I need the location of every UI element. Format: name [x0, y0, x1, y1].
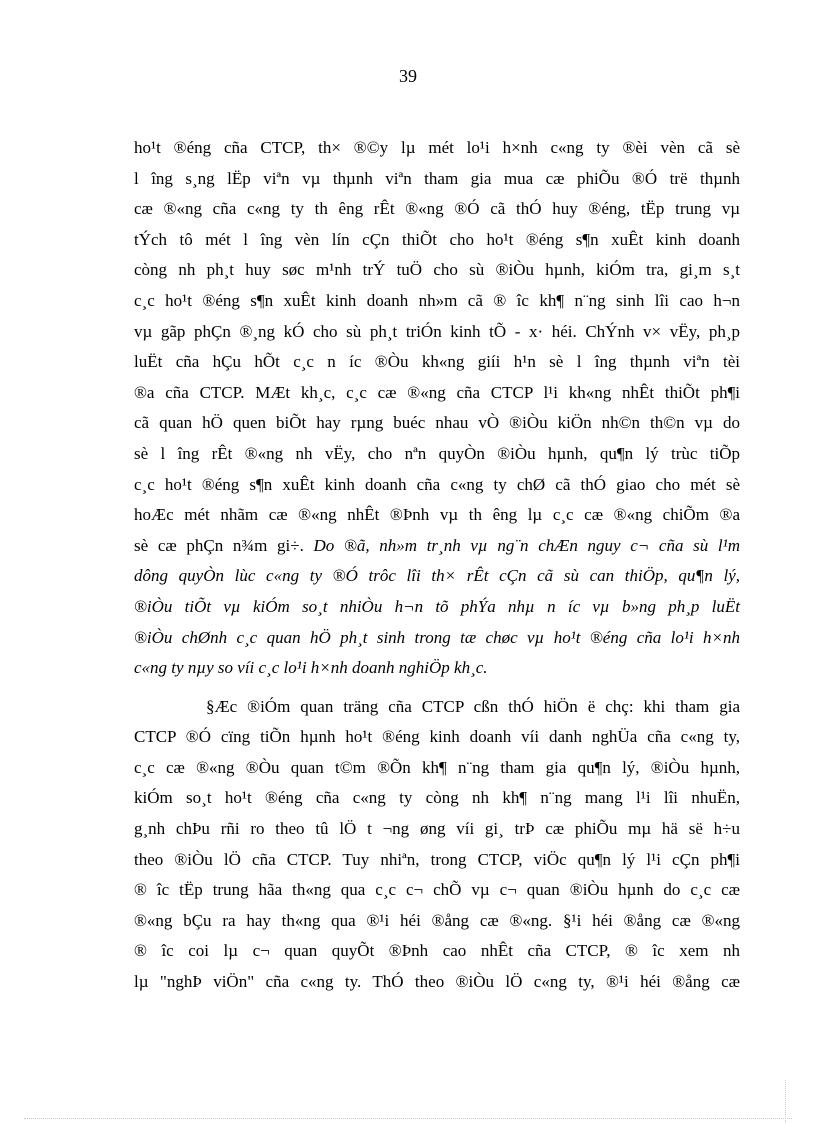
- text-line: ® îc tËp trung hãa th«ng qua c¸c c¬ chÕ vµ c¬ quan ®iÒu hµnh do c¸c cæ: [134, 880, 740, 900]
- paragraph-2: [134, 692, 740, 998]
- page-bottom-dotted-rule: [24, 1118, 792, 1119]
- text-line: ® îc coi lµ c¬ quan quyÕt ®Þnh cao nhÊt cña CTCP, ® îc xem nh: [134, 941, 740, 961]
- text-line: c¸c ho¹t ®éng s¶n xuÊt kinh doanh cña c«ng ty chØ cã thÓ giao cho mét sè: [134, 474, 740, 494]
- text-line-italic: dông quyÒn lùc c«ng ty ®Ó trôc lîi th× rÊt cÇn cã sù can thiÖp, qu¶n lý,: [134, 566, 740, 586]
- text-normal: sè cæ phÇn n¾m gi÷.: [134, 535, 304, 555]
- text-italic: Do ®ã, nh»m tr¸nh vµ ng¨n chÆn nguy c¬ cña sù l¹m: [313, 535, 741, 555]
- text-line: sè l îng rÊt ®«ng nh vËy, cho nªn quyÒn ®iÒu hµnh, qu¶n lý trùc tiÕp: [134, 443, 740, 463]
- page-corner-dotted-rule: [785, 1080, 786, 1123]
- text-line: vµ gãp phÇn ®¸ng kÓ cho sù ph¸t triÓn kinh tÕ - x· héi. ChÝnh v× vËy, ph¸p: [134, 321, 740, 341]
- body-text: [134, 133, 740, 998]
- text-line-italic: ®iÒu chØnh c¸c quan hÖ ph¸t sinh trong tæ chøc vµ ho¹t ®éng cña lo¹i h×nh: [134, 627, 740, 647]
- text-line: CTCP ®Ó cïng tiÕn hµnh ho¹t ®éng kinh doanh víi danh nghÜa cña c«ng ty,: [134, 727, 740, 747]
- page-number: 39: [399, 66, 417, 86]
- text-line: §Æc ®iÓm quan träng cña CTCP cßn thÓ hiÖn ë chç: khi tham gia: [206, 696, 740, 716]
- text-line: g¸nh chÞu rñi ro theo tû lÖ t ¬ng øng víi gi¸ trÞ cæ phiÕu mµ hä së h÷u: [134, 819, 740, 839]
- text-line: c¸c ho¹t ®éng s¶n xuÊt kinh doanh nh»m cã ® îc kh¶ n¨ng sinh lîi cao h¬n: [134, 290, 740, 310]
- text-line: theo ®iÒu lÖ cña CTCP. Tuy nhiªn, trong CTCP, viÖc qu¶n lý l¹i cÇn ph¶i: [134, 849, 740, 869]
- text-line: ®«ng bÇu ra hay th«ng qua ®¹i héi ®ång cæ ®«ng. §¹i héi ®ång cæ ®«ng: [134, 910, 740, 930]
- text-line: kiÓm so¸t ho¹t ®éng cña c«ng ty còng nh kh¶ n¨ng mang l¹i lîi nhuËn,: [134, 788, 740, 808]
- text-line: luËt cña hÇu hÕt c¸c n íc ®Òu kh«ng giíi h¹n sè l îng thµnh viªn tèi: [134, 352, 740, 372]
- text-line: hoÆc mét nhãm cæ ®«ng nhÊt ®Þnh vµ th êng lµ c¸c cæ ®«ng chiÕm ®a: [134, 505, 740, 525]
- text-line-mixed: [134, 531, 740, 562]
- text-line: c¸c cæ ®«ng ®Òu quan t©m ®Õn kh¶ n¨ng tham gia qu¶n lý, ®iÒu hµnh,: [134, 757, 740, 777]
- text-line: tÝch tô mét l îng vèn lín cÇn thiÕt cho ho¹t ®éng s¶n xuÊt kinh doanh: [134, 229, 740, 249]
- text-line: cæ ®«ng cña c«ng ty th êng rÊt ®«ng ®Ó cã thÓ huy ®éng, tËp trung vµ: [134, 199, 740, 219]
- text-line-italic: ®iÒu tiÕt vµ kiÓm so¸t nhiÒu h¬n tõ phÝa nhµ n íc vµ b»ng ph¸p luËt: [134, 596, 740, 616]
- text-line: ®a cña CTCP. MÆt kh¸c, c¸c cæ ®«ng cña CTCP l¹i kh«ng nhÊt thiÕt ph¶i: [134, 382, 740, 402]
- text-line: cã quan hÖ quen biÕt hay rµng buéc nhau vÒ ®iÒu kiÖn nh©n th©n vµ do: [134, 413, 740, 433]
- text-line: còng nh ph¸t huy søc m¹nh trÝ tuÖ cho sù ®iÒu hµnh, kiÓm tra, gi¸m s¸t: [134, 260, 740, 280]
- text-line-italic: c«ng ty nµy so víi c¸c lo¹i h×nh doanh nghiÖp kh¸c.: [134, 658, 488, 678]
- text-line: lµ "nghÞ viÖn" cña c«ng ty. ThÓ theo ®iÒu lÖ c«ng ty, ®¹i héi ®ång cæ: [134, 972, 740, 992]
- text-line: l îng s¸ng lËp viªn vµ thµnh viªn tham gia mua cæ phiÕu ®Ó trë thµnh: [134, 168, 740, 188]
- paragraph-1: [134, 133, 740, 684]
- text-line: ho¹t ®éng cña CTCP, th× ®©y lµ mét lo¹i h×nh c«ng ty ®èi vèn cã sè: [134, 138, 740, 157]
